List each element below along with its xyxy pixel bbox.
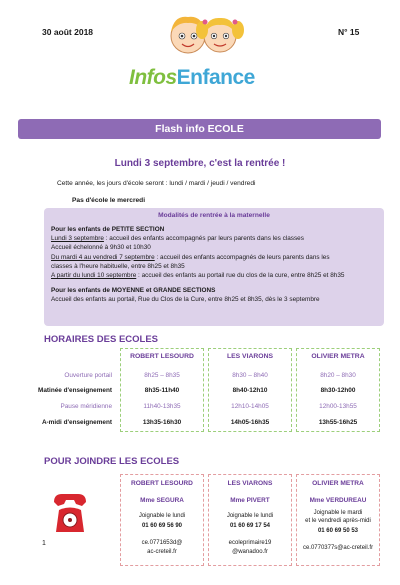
day1-date: Lundi 3 septembre (51, 235, 104, 243)
no-school-wednesday: Pas d'école le mercredi (72, 197, 146, 204)
contact-phone: 01 60 69 50 53 (317, 528, 359, 534)
schedule-matinee: 8h40-12h10 (232, 387, 268, 394)
contact-availability: Joignable le lundi (226, 513, 274, 519)
row-label-matinee: Matinée d'enseignement (38, 387, 112, 394)
maternelle-modalities-box (44, 208, 384, 326)
contact-availability-2: et le vendredi après-midi (305, 518, 371, 524)
schedule-ouverture: 8h20 – 8h30 (320, 372, 356, 379)
contact-olivier-metra (296, 474, 380, 566)
school-name: LES VIARONS (226, 353, 274, 360)
schedule-matinee: 8h30-12h00 (320, 387, 356, 394)
moyenne-grande-text: Accueil des enfants au portail, Rue du Clos de la Cure, entre 8h25 et 8h35, dès le 3 septembre (51, 296, 320, 304)
intro-text: Cette année, les jours d'école seront : lundi / mardi / jeudi / vendredi (57, 180, 256, 187)
flash-info-banner: Flash info ECOLE (18, 119, 381, 139)
contact-school-name: ROBERT LESOURD (131, 480, 193, 487)
page-number: 1 (42, 540, 46, 547)
issue-date: 30 août 2018 (42, 27, 94, 37)
from10-text: : accueil des enfants au portail rue du clos de la cure, entre 8h25 et 8h35 (136, 272, 345, 280)
petite-section-week1-line2: classes à l'heure habituelle, entre 8h25 et 8h35 (51, 262, 185, 270)
headline: Lundi 3 septembre, c'est la rentrée ! (114, 158, 286, 169)
red-telephone-icon (50, 490, 90, 536)
contact-person: Mme VERDUREAU (309, 497, 367, 504)
contact-person: Mme PIVERT (230, 497, 270, 504)
logo-infos: Infos (129, 66, 177, 89)
schedule-apresmidi: 13h35-16h30 (142, 419, 182, 426)
schedule-pause: 12h10-14h05 (231, 403, 269, 410)
row-label-pause: Pause méridienne (60, 403, 112, 410)
contact-person: Mme SEGURA (140, 497, 184, 504)
row-label-ouverture: Ouverture portail (64, 372, 112, 379)
contact-phone: 01 60 69 56 90 (141, 523, 183, 529)
kids-illustration-icon (158, 6, 248, 68)
contact-phone: 01 60 69 17 54 (229, 523, 271, 529)
contact-les-viarons (208, 474, 292, 566)
school-name: ROBERT LESOURD (130, 353, 194, 360)
modalities-title: Modalités de rentrée à la maternelle (158, 212, 270, 219)
contact-availability: Joignable le lundi (138, 513, 186, 519)
schedule-pause: 12h00-13h55 (319, 403, 357, 410)
issue-number: N° 15 (338, 27, 360, 37)
horaires-title: HORAIRES DES ECOLES (44, 334, 159, 345)
schedule-pause: 11h40-13h35 (143, 403, 181, 410)
petite-section-day1-line2: Accueil échelonné à 9h30 et 10h30 (51, 244, 151, 252)
contact-school-name: LES VIARONS (227, 480, 273, 487)
petite-section-day1 (51, 234, 377, 243)
schedule-matinee: 8h35-11h40 (144, 387, 180, 394)
contact-email-domain: ac-creteil.fr (147, 549, 177, 555)
schedule-apresmidi: 13h55-16h25 (318, 419, 358, 426)
contact-email-domain: @wanadoo.fr (232, 549, 268, 555)
contact-school-name: OLIVIER METRA (312, 480, 364, 487)
infos-enfance-logo (129, 66, 255, 90)
petite-section-week1 (51, 253, 377, 262)
schedule-les-viarons (208, 348, 292, 432)
contacts-title: POUR JOINDRE LES ECOLES (44, 456, 180, 467)
schedule-olivier-metra (296, 348, 380, 432)
schedule-apresmidi: 14h05-16h35 (230, 419, 270, 426)
schedule-ouverture: 8h25 – 8h35 (144, 372, 180, 379)
row-label-apresmidi: A-midi d'enseignement (41, 419, 112, 426)
from10-date: A partir du lundi 10 septembre (51, 272, 137, 280)
day1-text: : accueil des enfants accompagnés par leurs parents dans les classes (103, 235, 304, 243)
contact-email: ce.0771653d@ (141, 540, 183, 546)
moyenne-grande-heading: Pour les enfants de MOYENNE et GRANDE SECTIONS (51, 287, 216, 295)
contact-robert-lesourd (120, 474, 204, 566)
contact-email: ce.0770377s@ac-creteil.fr (302, 545, 374, 551)
week1-text: : accueil des enfants accompagnés de leurs parents dans les (154, 253, 330, 261)
school-name: OLIVIER METRA (311, 353, 365, 360)
contact-email: ecoleprimaire19 (228, 540, 272, 546)
petite-section-heading: Pour les enfants de PETITE SECTION (51, 226, 165, 233)
petite-section-from10 (51, 271, 377, 280)
schedule-ouverture: 8h30 – 8h40 (232, 372, 268, 379)
contact-availability: Joignable le mardi (313, 510, 363, 516)
schedule-robert-lesourd (120, 348, 204, 432)
logo-enfance: Enfance (176, 66, 255, 89)
week1-date: Du mardi 4 au vendredi 7 septembre (51, 253, 155, 261)
